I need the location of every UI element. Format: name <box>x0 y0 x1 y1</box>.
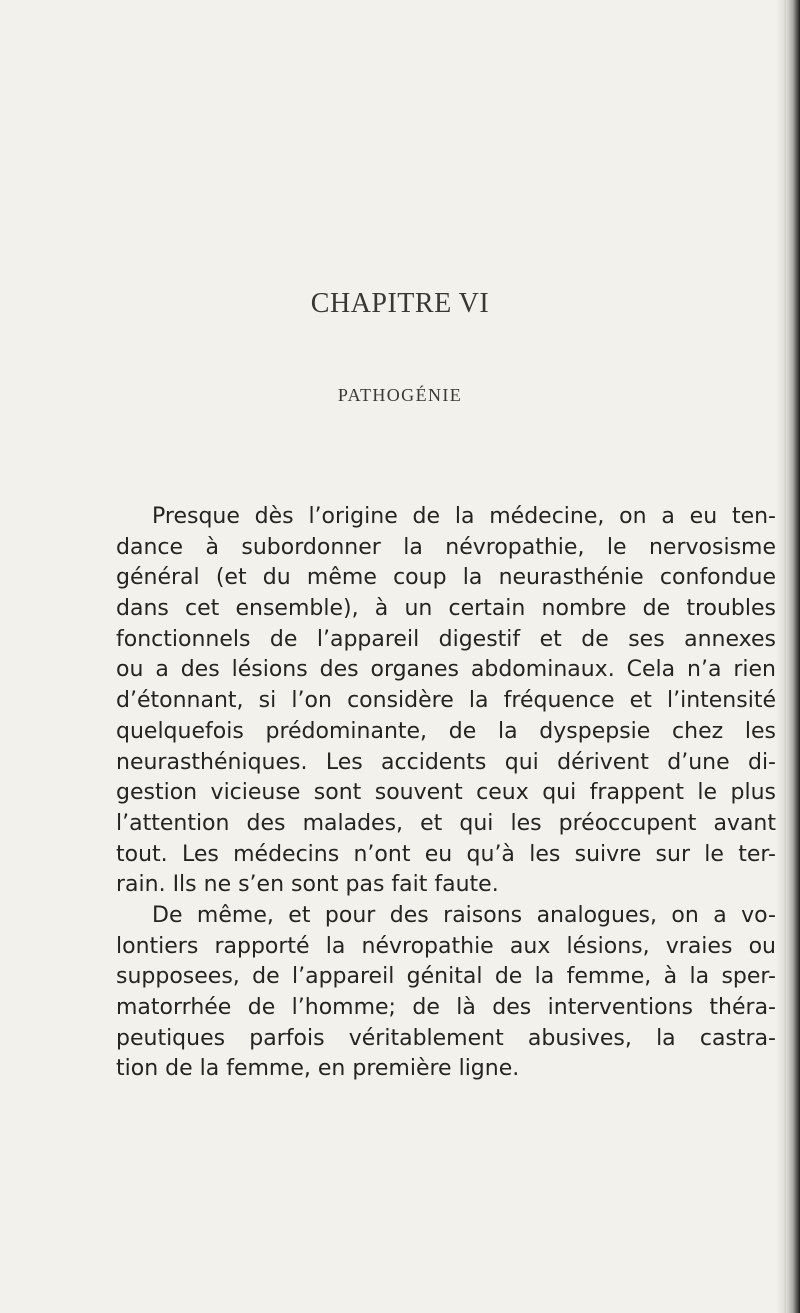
text-line: Presque dès l’origine de la médecine, on a eu ten- <box>152 504 776 529</box>
text-line: neurasthéniques. Les accidents qui dérivent d’une di- <box>116 749 776 775</box>
text-line-last: rain. Ils ne s’en sont pas fait faute. <box>116 872 499 898</box>
text-line: lontiers rapporté la névropathie aux lésions, vraies ou <box>116 933 776 959</box>
text-line: d’étonnant, si l’on considère la fréquence et l’intensité <box>116 688 776 714</box>
chapter-subtitle: PATHOGÉNIE <box>337 385 463 405</box>
text-line: De même, et pour des raisons analogues, on a vo- <box>152 902 776 928</box>
text-line: dance à subordonner la névropathie, le nervosisme <box>116 534 776 560</box>
text-line: fonctionnels de l’appareil digestif et de ses annexes <box>116 626 776 652</box>
text-line: dans cet ensemble), à un certain nombre de troubles <box>116 596 776 622</box>
paragraph <box>116 502 776 901</box>
text-line: matorrhée de l’homme; de là des interventions théra- <box>116 995 776 1020</box>
text-line: quelquefois prédominante, de la dyspepsie chez les <box>116 718 776 744</box>
text-line: peutiques parfois véritablement abusives, la castra- <box>116 1025 776 1051</box>
text-line: tout. Les médecins n’ont eu qu’à les suivre sur le ter- <box>116 841 776 867</box>
text-line: général (et du même coup la neurasthénie confondue <box>116 565 776 591</box>
body-text <box>116 502 776 1085</box>
text-line: ou a des lésions des organes abdominaux. Cela n’a rien <box>116 657 776 683</box>
page-binding-shadow <box>784 0 800 1313</box>
paragraph <box>116 901 776 1085</box>
text-line: gestion vicieuse sont souvent ceux qui frappent le plus <box>116 780 776 806</box>
text-line: l’attention des malades, et qui les préoccupent avant <box>116 810 776 836</box>
text-line-last: tion de la femme, en première ligne. <box>116 1056 520 1082</box>
chapter-title: CHAPITRE VI <box>310 288 490 319</box>
text-line: supposees, de l’appareil génital de la femme, à la sper- <box>116 964 776 990</box>
